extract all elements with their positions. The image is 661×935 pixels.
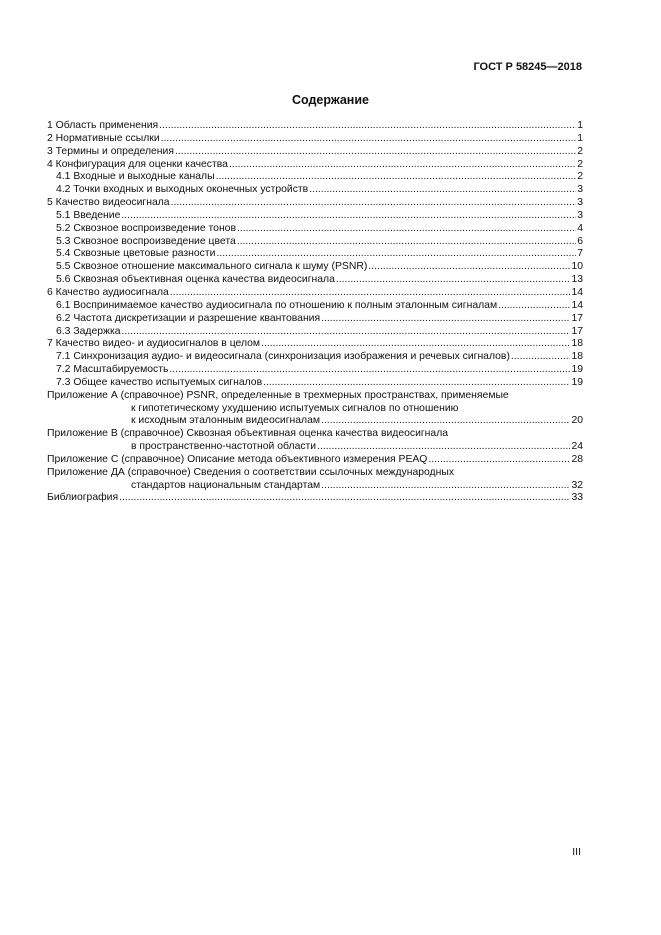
annex-c-page: 28	[571, 453, 583, 465]
toc-leader	[498, 300, 570, 313]
annex-b-page: 24	[571, 441, 583, 453]
toc-entry[interactable]	[47, 300, 583, 313]
annex-b-line-1: Приложение В (справочное) Сквозная объективная оценка качества видеосигнала	[47, 428, 449, 440]
toc-entry-page: 2	[577, 158, 583, 170]
toc-leader	[263, 377, 570, 390]
toc-entry-page: 19	[571, 364, 583, 376]
toc-entry-title: 1 Область применения	[47, 120, 159, 131]
toc-entry-title: 5.2 Сквозное воспроизведение тонов	[56, 222, 236, 234]
toc-entry[interactable]	[47, 287, 583, 300]
toc-entry-title: 5.3 Сквозное воспроизведение цвета	[56, 235, 236, 247]
toc-leader	[229, 159, 576, 172]
toc-leader	[161, 133, 577, 146]
toc-entry-page: 2	[577, 145, 583, 157]
bibliography-page: 33	[571, 492, 583, 504]
toc-entry-page: 18	[571, 338, 583, 350]
toc-entry-page: 17	[571, 312, 583, 324]
toc-leader	[216, 171, 577, 184]
toc-entry-title: 2 Нормативные ссылки	[47, 132, 160, 144]
toc-entry-title: 5 Качество видеосигнала	[47, 197, 170, 209]
toc-entry[interactable]	[47, 377, 583, 390]
toc-leader	[428, 454, 570, 467]
toc-entry-title: 4.1 Входные и выходные каналы	[56, 171, 215, 183]
toc-entry-title: 6.1 Воспринимаемое качество аудиосигнала по отношению к полным эталонным сигналам	[56, 299, 498, 311]
annex-a-line-1: Приложение А (справочное) PSNR, определенные в трехмерных пространствах, применяемые	[47, 389, 509, 401]
toc-entry[interactable]	[47, 184, 583, 197]
toc-entry-page: 4	[577, 222, 583, 234]
toc-annex-b[interactable]	[47, 428, 583, 454]
toc-entry-page: 18	[571, 351, 583, 363]
annex-da-page: 32	[571, 479, 583, 491]
toc-leader	[321, 313, 570, 326]
toc-entry[interactable]	[47, 338, 583, 351]
toc-leader	[159, 120, 576, 133]
toc-leader	[511, 351, 571, 364]
toc-leader	[321, 480, 570, 493]
toc-title: Содержание	[291, 93, 369, 107]
annex-c-text: Приложение С (справочное) Описание метода объективного измерения PEAQ	[47, 453, 428, 465]
toc-entry[interactable]	[47, 248, 583, 261]
toc-entry[interactable]	[47, 210, 583, 223]
toc-leader	[237, 223, 576, 236]
toc-leader	[261, 338, 570, 351]
toc-entry[interactable]	[47, 274, 583, 287]
toc-entry-title: 3 Термины и определения	[47, 145, 174, 157]
toc-entry-title: 6.2 Частота дискретизации и разрешение квантования	[56, 312, 321, 324]
toc-leader	[321, 415, 570, 428]
toc-entry-page: 3	[577, 197, 583, 209]
toc-entry-page: 2	[577, 171, 583, 183]
toc-leader	[121, 210, 576, 223]
toc-entry-title: 7.2 Масштабируемость	[56, 364, 169, 376]
toc-entry[interactable]	[47, 351, 583, 364]
table-of-contents	[47, 120, 583, 505]
bibliography-text: Библиография	[47, 492, 119, 504]
toc-leader	[237, 236, 576, 249]
toc-leader	[368, 261, 570, 274]
toc-annex-c[interactable]	[47, 454, 583, 467]
toc-entry-title: 6.3 Задержка	[56, 325, 121, 337]
toc-leader	[216, 248, 576, 261]
toc-entry-title: 4 Конфигурация для оценки качества	[47, 158, 228, 170]
toc-entry[interactable]	[47, 133, 583, 146]
annex-da-line-2: стандартов национальным стандартам	[131, 479, 321, 491]
toc-entry-page: 1	[577, 132, 583, 144]
toc-entry-page: 17	[571, 325, 583, 337]
toc-entry[interactable]	[47, 261, 583, 274]
toc-leader	[175, 146, 576, 159]
toc-entry-page: 3	[577, 209, 583, 221]
document-id: ГОСТ Р 58245—2018	[473, 61, 582, 73]
toc-entry-page: 13	[571, 274, 583, 286]
annex-b-line-2: в пространственно-частотной области	[131, 441, 317, 453]
toc-entry[interactable]	[47, 120, 583, 133]
annex-a-line-3: к исходным эталонным видеосигналам	[131, 415, 321, 427]
toc-entry[interactable]	[47, 313, 583, 326]
toc-leader	[317, 441, 570, 454]
toc-entry-title: 7.1 Синхронизация аудио- и видеосигнала (синхронизация изображения и речевых сигналов)	[56, 351, 510, 363]
toc-entry-page: 14	[571, 286, 583, 298]
toc-entry-page: 14	[571, 299, 583, 311]
toc-entry-title: 5.6 Сквозная объективная оценка качества видеосигнала	[56, 274, 335, 286]
toc-entry[interactable]	[47, 223, 583, 236]
toc-entry-page: 6	[577, 235, 583, 247]
annex-da-line-1: Приложение ДА (справочное) Сведения о соответствии ссылочных международных	[47, 466, 455, 478]
toc-entry[interactable]	[47, 197, 583, 210]
toc-entry[interactable]	[47, 364, 583, 377]
toc-entry-page: 7	[577, 248, 583, 260]
toc-entry-title: 5.5 Сквозное отношение максимального сигнала к шуму (PSNR)	[56, 261, 368, 273]
toc-entry[interactable]	[47, 236, 583, 249]
annex-a-line-2: к гипотетическому ухудшению испытуемых сигналов по отношению	[131, 402, 459, 414]
annex-a-page: 20	[571, 415, 583, 427]
toc-entry-title: 7 Качество видео- и аудиосигналов в целом	[47, 338, 261, 350]
toc-leader	[169, 364, 570, 377]
toc-leader	[122, 326, 571, 339]
toc-entry-title: 6 Качество аудиосигнала	[47, 286, 169, 298]
toc-bibliography[interactable]	[47, 492, 583, 505]
toc-leader	[171, 197, 577, 210]
toc-entry-title: 7.3 Общее качество испытуемых сигналов	[56, 376, 263, 388]
toc-entry-title: 5.1 Введение	[56, 209, 121, 221]
toc-entry-page: 19	[571, 376, 583, 388]
toc-entry-title: 4.2 Точки входных и выходных оконечных устройств	[56, 184, 309, 196]
toc-entry-page: 3	[577, 184, 583, 196]
toc-entry-page: 10	[571, 261, 583, 273]
toc-entry[interactable]	[47, 146, 583, 159]
toc-leader	[309, 184, 576, 197]
page-number: III	[572, 846, 581, 858]
toc-leader	[119, 492, 570, 505]
toc-annex-da[interactable]	[47, 467, 583, 493]
toc-entry[interactable]	[47, 159, 583, 172]
toc-leader	[336, 274, 571, 287]
toc-entry-title: 5.4 Сквозные цветовые разности	[56, 248, 216, 260]
toc-entry-page: 1	[577, 120, 583, 131]
toc-annex-a[interactable]	[47, 390, 583, 429]
toc-entry[interactable]	[47, 326, 583, 339]
toc-entry[interactable]	[47, 171, 583, 184]
toc-leader	[170, 287, 571, 300]
